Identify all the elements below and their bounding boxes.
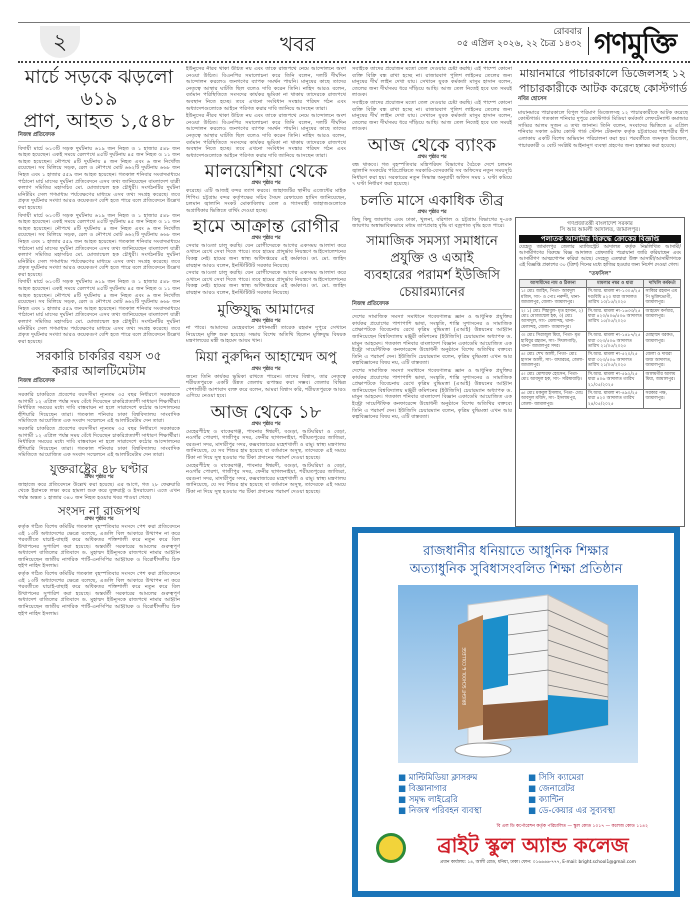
notice-cell: আলমগীর আলম মিয়া, জামালপুর। — [644, 370, 681, 389]
date: ০৫ এপ্রিল ২০২৬, ২২ চৈত্র ১৪৩২ — [456, 39, 582, 49]
patients-body-repeat: সেবার আওতা চালু করছি। যেন রোগীদেরকে আগের একসময় আলাদা করে ওখানে রেখে সেবা দিতে পারে। তবে হামের প্রাদুর্ভাব নিয়ন্ত্রণে আইসোলেশনের বিকল্প নেই। হামের জন্য স্বাস্থ্য অধিদপ্তরের এই কর্মকাণ্ড। ডা. মো. জাহিদ রায়হান আরও বলেন, ইনস্টিটিউট সরকার নিয়েছে। — [186, 270, 346, 297]
feature-item: ■ ক্যান্টিন — [528, 795, 615, 806]
notice-row — [520, 288, 681, 307]
masthead-divider — [588, 27, 589, 55]
notice-cell: ২। ১) মোঃ শিহাবুল- মৃত হাসান, ২) মোঃ মোজাম্মেল হক, ৩) মোঃ আসাদুল, সাং- মেলান্দহ, থানা- মেলান্দহ, জেলা- জামালপুর। — [520, 307, 587, 332]
notice-cell: সি.আর. মামলা নং-৫২০/২৫ ধারা ৩২৩/৫০৬ আদালত তারিখ ২১/০৫/২০২৫ — [586, 351, 644, 370]
myanmar-body: মায়ানমারে পাচারকালে বিপুল পরিমাণ ডিজেলসহ ১২ পাচারকারীকে আটক করেছে কোস্টগার্ড। গতকাল শনিবার দুপুরে কোস্টগার্ড মিডিয়া কর্মকর্তা লেফটেন্যান্ট কমান্ডার সাব্বির আলম সুজন এ তথ্য জানান। তিনি বলেন, সংবাদের ভিত্তিতে ৪ এপ্রিল শনিবার সকাল ৬টায় কোস্ট গার্ড স্টেশন টেকনাফ কর্তৃক চট্টগ্রামের শাহপরীর দ্বীপ এলাকায় একটি বিশেষ অভিযান পরিচালনা করা হয়। পরবর্তীতে জব্দকৃত ডিজেল, পাচারকারী ও বোট সংশ্লিষ্ট আইনানুগ ব্যবস্থা গ্রহণের জন্য হস্তান্তর করা হয়েছে। — [518, 109, 688, 149]
myanmar-byline: নবির হোসেন — [518, 96, 688, 106]
column-4 — [518, 66, 688, 216]
notice-row — [520, 370, 681, 389]
mukti-headline: মুক্তিযুদ্ধ আমাদের — [217, 301, 315, 318]
lead-byline: নিজস্ব প্রতিবেদক — [18, 132, 180, 142]
mukti-body: না পারে। আমাদের মেহেরবানে প্রধানমন্ত্রী তারেক রহমান দুপুরে সেখানে নিয়েছেন মুক্তি শুরু হয়েছে। সভায় বিশেষ অতিথি ছিলেন মুক্তিযুদ্ধ বিষয়ক মন্ত্রণালয়ের মন্ত্রী আহমেদ আযম খান। — [186, 325, 346, 345]
ad-title — [358, 533, 674, 579]
cont-top-body: ইউনুসের নীরব থাকা উচিত নয় এবং তাকে রাজপথে নেমে আন্দোলনে অংশ নেওয়া উচিত। বিএনপির সমালোচনা করে তিনি বলেন, দলটি দীর্ঘদিন আন্দোলন করলেও জনগণের ব্যাপক সমর্থন পায়নি। মানুষের কাছে তাদের নেতৃত্বে আস্থার ঘাটতি ছিল বলেও দাবি করেন তিনি। নাহিদ আরও বলেন, বর্তমান পরিস্থিতিতে সংসদের কার্যকর ভূমিকা না থাকায় তাদেরকে রাজপথে অবস্থান নিতে হচ্ছে। তবে এখনো সংবিধান সংস্কার পরিষদ গঠন এবং অধ্যাদেশগুলোকে আইনে পরিণত করার দাবি জানিয়ে আসছেন তারা। — [186, 66, 346, 112]
lead-headline — [18, 66, 180, 132]
ugc-body: দেশের সামাজিক সমস্যা সমাধানে গবেষণালব্ধ জ্ঞান ও আধুনিক প্রযুক্তির কার্যকর প্রয়োগের পাশাপাশি ভাষা, সংস্কৃতি, শান্তি সুশাসনের ও সামাজিক প্রেক্ষাপটকে বিবেচনায় রেখে কৃত্রিম বুদ্ধিমত্তা (এআই) উন্নয়নের আহ্বান জানিয়েছেন বিশ্ববিদ্যালয় মঞ্জুরী কমিশনের (ইউজিসি) চেয়ারম্যান অধ্যাপক ড. মামুন আহমেদ। গতকাল শনিবার বাংলাদেশ বিজ্ঞান একাডেমি আয়োজিত এক ইন্ট্রো সায়েন্টিফিক কনফারেন্সে উদ্বোধনী অনুষ্ঠানে বিশেষ অতিথির বক্তব্যে তিনি এ পরামর্শ দেন। ইউজিসি চেয়ারম্যান বলেন, কৃত্রিম বুদ্ধিমত্তা এখন আর কল্পবিজ্ঞানের বিষয় নয়, এটি বাস্তবতা। — [352, 314, 512, 367]
school-tagline: বি এল ডি কর্পোরেশন কর্তৃক পরিচালিত — স্কুল কোড ১০১৭ — কলেজ কোড ১১৪২ — [496, 824, 648, 829]
ad-title-line1: রাজধানীর ধনিয়াতে আধুনিক শিক্ষার — [423, 544, 609, 559]
ugc-byline: নিজস্ব প্রতিবেদক — [352, 301, 512, 311]
notice-cell: সি.আর. মামলা নং-১৪৮৭/২৫ ধারা ৩২৩/৫০৬ আদালত তারিখ ২১/০৫/২০২৫ — [586, 332, 644, 351]
notice-col-header: আসামীদের নাম ও ঠিকানা — [520, 280, 587, 288]
notice-issuer-1: গণপ্রজাতন্ত্রী বাংলাদেশ সরকার — [567, 221, 633, 227]
lead-body: বিদায়ী মার্চে ৬১৩টি সড়ক দুর্ঘটনায় ৬১৯ জন নিহত ও ১ হাজার ৫৪৮ জন আহত হয়েছেন। একই সময়ে রেলপথে ৪৫টি দুর্ঘটনায় ৪৫ জন নিহত ও ১১ জন আহত হয়েছেন। নৌপথে ৪টি দুর্ঘটনায় ৪ জন নিহত এবং ৬ জন নিখোঁজ রয়েছেন। সব মিলিয়ে সড়ক, রেল ও নৌপথে মোট ৬৬২টি দুর্ঘটনায় ৬৬৮ জন নিহত এবং ১ হাজার ৫৫৯ জন আহত হয়েছেন। গতকাল শনিবার সংবাদমাধ্যমে পাঠানো মার্চ মাসের দুর্ঘটনা প্রতিবেদনে এসব তথ্য জানিয়েছেন বাংলাদেশ যাত্রী কল্যাণ সমিতির মহাসচিব মো. মোজাম্মেল হক চৌধুরী। সংগঠনটির দুর্ঘটনা মনিটরিং সেল গণমাধ্যম পর্যবেক্ষণের মাধ্যমে এসব তথ্য সংগ্রহ করেছে। তবে প্রকৃত দুর্ঘটনার সংখ্যা আরও কয়েকগুণ বেশি হতে পারে বলে প্রতিবেদনে উল্লেখ করা হয়েছে। — [18, 145, 180, 211]
usa-headline: যুক্তরাষ্ট্রের ৪৮ ঘণ্টার — [49, 461, 149, 476]
page-number: ২ — [40, 26, 80, 58]
parliament-body: কর্তৃক গঠিত বিশেষ কমিটির গতকাল বৃহস্পতিবার সংসদে পেশ করা প্রতিবেদনে এই ১৩টি অধ্যাদেশের ক্ষেত্রে বলেছে, এগুলি বিল আকারে উত্থাপন না করে পরবর্তীতে যাচাই-বাছাই করে অধিকতর শক্তিশালী করে নতুন করে বিল উত্থাপনের সুপারিশ করা হয়েছে। অন্তর্বর্তী সরকারের আমলের গুরুত্বপূর্ণ অধ্যাদেশ বাতিলের প্রতিবাদে ড. মুহাম্মদ ইউনূসকে রাজপথে নামার আহ্বান জানিয়েছেন জাতীয় নাগরিক পার্টি-এনসিপির আহ্বায়ক ও বিরোধীদলীয় চিফ হুইপ নাহিদ ইসলাম। — [18, 523, 180, 570]
notice-row — [520, 307, 681, 332]
notice-row — [520, 332, 681, 351]
ugc-body-repeat: দেশের সামাজিক সমস্যা সমাধানে গবেষণালব্ধ জ্ঞান ও আধুনিক প্রযুক্তির কার্যকর প্রয়োগের পাশাপাশি ভাষা, সংস্কৃতি, শান্তি সুশাসনের ও সামাজিক প্রেক্ষাপটকে বিবেচনায় রেখে কৃত্রিম বুদ্ধিমত্তা (এআই) উন্নয়নের আহ্বান জানিয়েছেন বিশ্ববিদ্যালয় মঞ্জুরী কমিশনের (ইউজিসি) চেয়ারম্যান অধ্যাপক ড. মামুন আহমেদ। গতকাল শনিবার বাংলাদেশ বিজ্ঞান একাডেমি আয়োজিত এক ইন্ট্রো সায়েন্টিফিক কনফারেন্সে উদ্বোধনী অনুষ্ঠানে বিশেষ অতিথির বক্তব্যে তিনি এ পরামর্শ দেন। ইউজিসি চেয়ারম্যান বলেন, কৃত্রিম বুদ্ধিমত্তা এখন আর কল্পবিজ্ঞানের বিষয় নয়, এটি বাস্তবতা। — [352, 368, 512, 421]
lead-body-repeat: বিদায়ী মার্চে ৬১৩টি সড়ক দুর্ঘটনায় ৬১৯ জন নিহত ও ১ হাজার ৫৪৮ জন আহত হয়েছেন। একই সময়ে রেলপথে ৪৫টি দুর্ঘটনায় ৪৫ জন নিহত ও ১১ জন আহত হয়েছেন। নৌপথে ৪টি দুর্ঘটনায় ৪ জন নিহত এবং ৬ জন নিখোঁজ রয়েছেন। সব মিলিয়ে সড়ক, রেল ও নৌপথে মোট ৬৬২টি দুর্ঘটনায় ৬৬৮ জন নিহত এবং ১ হাজার ৫৫৯ জন আহত হয়েছেন। গতকাল শনিবার সংবাদমাধ্যমে পাঠানো মার্চ মাসের দুর্ঘটনা প্রতিবেদনে এসব তথ্য জানিয়েছেন বাংলাদেশ যাত্রী কল্যাণ সমিতির মহাসচিব মো. মোজাম্মেল হক চৌধুরী। সংগঠনটির দুর্ঘটনা মনিটরিং সেল গণমাধ্যম পর্যবেক্ষণের মাধ্যমে এসব তথ্য সংগ্রহ করেছে। তবে প্রকৃত দুর্ঘটনার সংখ্যা আরও কয়েকগুণ বেশি হতে পারে বলে প্রতিবেদনে উল্লেখ করা হয়েছে। — [18, 212, 180, 278]
school-logo — [376, 833, 406, 863]
heat-headline: চলতি মাসে একাধিক তীব্র — [360, 192, 504, 209]
notice-cell: সি.আর. মামলা নং-১৬৩৩/২৫ ধারা ৪২০/৪০৬/৫০৬ আদালত তারিখ ১৫/০৫/২০২৫ — [586, 307, 644, 332]
apu-body: জন্যে তিনি কার্যকর ভূমিকা রাখতে পারেন। তাদের বিশ্বাস, তার নেতৃত্বে শরীয়তপুরকে একটি উন্নত জেলায় রূপান্তর করা সম্ভব। জেলার বিভিন্ন পেশাজীবী আশাবাদ ব্যক্ত করে বলেন, আমরা বিশ্বাস করি, শরীয়তপুরকে আরও এগিয়ে নেওয়া হবে। — [186, 373, 346, 400]
eighteen-headline: আজ থেকে ১৮ — [210, 401, 322, 423]
patients-sub: প্রথম পৃষ্ঠার পর — [251, 236, 281, 242]
school-name: ব্রাইট স্কুল অ্যান্ড কলেজ — [437, 833, 629, 857]
weekday: রোববার — [553, 27, 582, 37]
govtjob-byline: নিজস্ব প্রতিবেদক — [18, 378, 180, 388]
myanmar-headline-line1: মায়ানমারে পাচারকালে ডিজেলসহ ১২ — [519, 67, 687, 80]
govtjob-headline — [18, 348, 180, 378]
notice-cell: সাব্বির রহমান এম পি ভুক্তিভোগী, জামালপুর। — [644, 288, 681, 307]
feature-item: ■ মাল্টিমিডিয়া ক্লাসরুম — [398, 773, 482, 784]
notice-cell: ৬। মোঃ মকবুল ইসলাম, পিতা- মোঃ আবদুল মজিদ, সাং- ইসলামপুর, জেলা- জামালপুর। — [520, 389, 587, 408]
bank-body: বন্ধ থাকবে। গত বৃহস্পতিবার মন্ত্রিপরিষদ বিভাগের বৈঠকে দেশে চলমান জ্বালানি সংকটের পরিপ্রেক্ষিতে সরকারি-বেসরকারি সব অফিসের নতুন সময়সূচি নির্ধারণ করা হয়। সরকারের নতুন সিদ্ধান্ত অনুযায়ী অফিস সময় ১ ঘণ্টা কমিয়ে ৭ ঘণ্টা নির্ধারণ করা হয়েছে। — [352, 161, 512, 188]
notice-cell: জেলা ও দায়রা জজ আদালত, জামালপুর। — [644, 351, 681, 370]
feature-item: ■ সিসি ক্যামেরা — [528, 773, 615, 784]
eighteen-body-repeat: মেহেরপীঠস্থ ও বাকেরগঞ্জ, পাবনার ঈশ্বরদী, বগুড়া, আটঘরিয়া ও বেড়া, নওগাঁর পোরশা, গাজীপুর সদর, ফেনীর ছাগলনাইয়া, শরীয়তপুরের জাজিরা, বরগুনা সদর, মাদারীপুর সদর, কক্সবাজারের মহেশখালী ও রামু। স্বাস্থ্য মন্ত্রণালয় জানিয়েছে, যে সব শিশুর হাম হয়েছে বা বর্তমানে অসুস্থ, তাদেরকে এই সময়ে টিকা না দিয়ে সুস্থ হওয়ার পর টিকা প্রদানের পরামর্শ দেওয়া হয়েছে। — [186, 462, 346, 495]
features-right — [528, 773, 615, 817]
ad-title-line2: অত্যাধুনিক সুবিধাসংবলিত শিক্ষা প্রতিষ্ঠান — [409, 562, 623, 577]
lead-headline-line2: প্রাণ, আহত ১,৫৪৮ — [23, 110, 175, 132]
heat-sub: প্রথম পৃষ্ঠার পর — [417, 209, 447, 215]
patients-headline: হামে আক্রান্ত রোগীর — [192, 216, 340, 238]
building-sign: BRIGHT SCHOOL & COLLEGE — [462, 647, 467, 705]
malaysia-body: করেছে। এটি আজই বন্দর ত্যাগ করবে। জাহাজটির স্থানীয় এজেন্টের মাইক শিপিং। চট্টগ্রাম বন্দর কর্তৃপক্ষের সচিব সৈয়দ রেফায়েত হামিদ জানিয়েছেন, চলমান জ্বালানি সংকট মোকাবিলায় তেল ও গ্যাসবাহী জাহাজগুলোকে অগ্রাধিকার ভিত্তিতে বার্থিং দেওয়া হচ্ছে। — [186, 187, 346, 214]
building-drawing — [398, 585, 638, 763]
ugc-headline-line2: ব্যবহারের পরামর্শ ইউজিসি চেয়ারম্যানের — [364, 267, 500, 300]
parliament-headline: সংসদ না রাজপথ — [57, 504, 141, 519]
parliament-body-repeat: কর্তৃক গঠিত বিশেষ কমিটির গতকাল বৃহস্পতিবার সংসদে পেশ করা প্রতিবেদনে এই ১৩টি অধ্যাদেশের ক্ষেত্রে বলেছে, এগুলি বিল আকারে উত্থাপন না করে পরবর্তীতে যাচাই-বাছাই করে অধিকতর শক্তিশালী করে নতুন করে বিল উত্থাপনের সুপারিশ করা হয়েছে। অন্তর্বর্তী সরকারের আমলের গুরুত্বপূর্ণ অধ্যাদেশ বাতিলের প্রতিবাদে ড. মুহাম্মদ ইউনূসকে রাজপথে নামার আহ্বান জানিয়েছেন জাতীয় নাগরিক পার্টি-এনসিপির আহ্বায়ক ও বিরোধীদলীয় চিফ হুইপ নাহিদ ইসলাম। — [18, 571, 180, 617]
notice-cell: ৪। মোঃ শেখ আলী, পিতা- মোঃ হাসান আলী, সাং- বাঘারচর, জেলা- জামালপুর। — [520, 351, 587, 370]
mukti-sub: প্রথম পৃষ্ঠার পর — [251, 318, 281, 324]
ugc-headline — [352, 233, 512, 301]
eighteen-sub: প্রথম পৃষ্ঠার পর — [251, 421, 281, 427]
features-left — [398, 773, 482, 817]
notice-cell: ৩। মোঃ সিরাজুল মিয়া, পিতা- মৃত হাবিবুর রহমান, সাং- দিঘলগাড়ি, থানা- জামালপুর সদর। — [520, 332, 587, 351]
notice-col-header: দাখিলি কর্মকর্তা — [644, 280, 681, 288]
feature-item: ■ বিজ্ঞানাগার — [398, 784, 482, 795]
date-block — [430, 26, 582, 50]
notice-body: যেহেতু জামালপুর জেলার ম্যাজিস্ট্রেট আদালত কর্তৃক নিম্নলিখিত আসামী/আসামীগণের বিরুদ্ধে বিজ্ঞ আদালত গ্রেফতারি পরোয়ানা জারি করিয়াছেন এবং আসামীগণ আত্মগোপন করিয়া আছে। সেহেতু এতদ্বারা উক্ত আসামী/আসামীগণকে এই বিজ্ঞপ্তি প্রকাশের ৩০ (ত্রিশ) দিনের মধ্যে হাজির হওয়ার জন্য নির্দেশ দেওয়া গেল। — [519, 245, 681, 268]
patients-body: সেবার আওতা চালু করছি। যেন রোগীদেরকে আগের একসময় আলাদা করে ওখানে রেখে সেবা দিতে পারে। তবে হামের প্রাদুর্ভাব নিয়ন্ত্রণে আইসোলেশনের বিকল্প নেই। হামের জন্য স্বাস্থ্য অধিদপ্তরের এই কর্মকাণ্ড। ডা. মো. জাহিদ রায়হান আরও বলেন, ইনস্টিটিউট সরকার নিয়েছে। — [186, 242, 346, 269]
notice-row — [520, 351, 681, 370]
notice-issuer-2: সি আর আমলী আদালত, জামালপুর। — [559, 227, 641, 233]
column-3 — [352, 66, 512, 521]
apu-headline: মিয়া নুরুদ্দিন আহাম্মেদ অপু — [195, 350, 337, 365]
notice-cell: ১। মোঃ জাহিদ, পিতা- আবদুল মজিদ, সাং- ও পোঃ নরুন্দী, থানা- জামালপুর, জেলা- জামালপুর। — [520, 288, 587, 307]
cont-top-body-repeat: ইউনুসের নীরব থাকা উচিত নয় এবং তাকে রাজপথে নেমে আন্দোলনে অংশ নেওয়া উচিত। বিএনপির সমালোচনা করে তিনি বলেন, দলটি দীর্ঘদিন আন্দোলন করলেও জনগণের ব্যাপক সমর্থন পায়নি। মানুষের কাছে তাদের নেতৃত্বে আস্থার ঘাটতি ছিল বলেও দাবি করেন তিনি। নাহিদ আরও বলেন, বর্তমান পরিস্থিতিতে সংসদের কার্যকর ভূমিকা না থাকায় তাদেরকে রাজপথে অবস্থান নিতে হচ্ছে। তবে এখনো সংবিধান সংস্কার পরিষদ গঠন এবং অধ্যাদেশগুলোকে আইনে পরিণত করার দাবি জানিয়ে আসছেন তারা। — [186, 113, 346, 159]
apu-sub: প্রথম পৃষ্ঠার পর — [251, 367, 281, 372]
school-advertisement — [352, 527, 680, 897]
govtjob-headline-line2: করার আলটিমেটাম — [52, 363, 146, 379]
section-title: খবর — [280, 32, 316, 56]
feature-item: ■ নিজস্ব পরিবহন ব্যবস্থা — [398, 806, 482, 817]
malaysia-headline: মালয়েশিয়া থেকে — [204, 161, 328, 183]
heat-body: কিছু কিছু জায়গায় এবং ঢাকা, খুলনা, বরিশাল ও চট্টগ্রাম বিভাগের দু-এক জায়গায় অস্বাভাবিকভাবে মধ্যম তাপপ্রবাহ বৃদ্ধি বা বজ্রপাত বৃদ্ধি হতে পারে। — [352, 216, 512, 230]
notice-cell: সি.আর. মামলা নং-৪৯০/২৫ ধারা ৪২০ আদালত তারিখ ২৪/০৫/২০২৫ — [586, 389, 644, 408]
malaysia-sub: প্রথম পৃষ্ঠার পর — [251, 181, 281, 187]
lead-body-repeat: বিদায়ী মার্চে ৬১৩টি সড়ক দুর্ঘটনায় ৬১৯ জন নিহত ও ১ হাজার ৫৪৮ জন আহত হয়েছেন। একই সময়ে রেলপথে ৪৫টি দুর্ঘটনায় ৪৫ জন নিহত ও ১১ জন আহত হয়েছেন। নৌপথে ৪টি দুর্ঘটনায় ৪ জন নিহত এবং ৬ জন নিখোঁজ রয়েছেন। সব মিলিয়ে সড়ক, রেল ও নৌপথে মোট ৬৬২টি দুর্ঘটনায় ৬৬৮ জন নিহত এবং ১ হাজার ৫৫৯ জন আহত হয়েছেন। গতকাল শনিবার সংবাদমাধ্যমে পাঠানো মার্চ মাসের দুর্ঘটনা প্রতিবেদনে এসব তথ্য জানিয়েছেন বাংলাদেশ যাত্রী কল্যাণ সমিতির মহাসচিব মো. মোজাম্মেল হক চৌধুরী। সংগঠনটির দুর্ঘটনা মনিটরিং সেল গণমাধ্যম পর্যবেক্ষণের মাধ্যমে এসব তথ্য সংগ্রহ করেছে। তবে প্রকৃত দুর্ঘটনার সংখ্যা আরও কয়েকগুণ বেশি হতে পারে বলে প্রতিবেদনে উল্লেখ করা হয়েছে। — [18, 279, 180, 345]
eighteen-body: মেহেরপীঠস্থ ও বাকেরগঞ্জ, পাবনার ঈশ্বরদী, বগুড়া, আটঘরিয়া ও বেড়া, নওগাঁর পোরশা, গাজীপুর সদর, ফেনীর ছাগলনাইয়া, শরীয়তপুরের জাজিরা, বরগুনা সদর, মাদারীপুর সদর, কক্সবাজারের মহেশখালী ও রামু। স্বাস্থ্য মন্ত্রণালয় জানিয়েছে, যে সব শিশুর হাম হয়েছে বা বর্তমানে অসুস্থ, তাদেরকে এই সময়ে টিকা না দিয়ে সুস্থ হওয়ার পর টিকা প্রদানের পরামর্শ দেওয়া হয়েছে। — [186, 428, 346, 461]
notice-cell: মোহাম্মদ বরকত, জামালপুর। — [644, 332, 681, 351]
notice-cell: সি.আর. মামলা নং-১৩০৫/২৫ দণ্ডবিধি ৪২০ ধারা আদালত তারিখ ১০/১৫/২০২৫ — [586, 288, 644, 307]
lead-headline-line1: মার্চে সড়কে ঝড়লো ৬১৯ — [24, 66, 174, 110]
notice-cell: সি.আর. মামলা নং-৫৯২/২৫ ধারা ৪০৬ আদালত তারিখ ২১/০৫/২০২৫ — [586, 370, 644, 389]
building-illustration — [398, 585, 638, 763]
notice-title: পলাতক আসামীর বিরুদ্ধে ক্রোকের বিজ্ঞপ্তি — [519, 235, 681, 243]
ad-panel — [358, 533, 674, 891]
feature-item: ■ সমৃদ্ধ লাইব্রেরি — [398, 795, 482, 806]
newspaper-logo: গণমুক্তি — [594, 27, 677, 60]
notice-table-title: "তফসিল" — [588, 271, 612, 277]
header-rule — [18, 22, 690, 23]
column-1 — [18, 66, 180, 906]
notice-col-header: মামলার নম্বর ও ধারা — [586, 280, 644, 288]
parliament-sub: প্রথম পৃষ্ঠার পর — [84, 517, 114, 523]
notice-row — [520, 389, 681, 408]
bank-sub: প্রথম পৃষ্ঠার পর — [417, 154, 447, 160]
notice-table — [519, 279, 681, 409]
bank-headline: আজ থেকে ব্যাংক — [367, 134, 497, 156]
masthead-dotted-rule — [18, 61, 690, 63]
govtjob-body-repeat: সরকারি চাকরিতে প্রবেশের বয়সসীমা ন্যূনতম ৩৫ বছর নির্ধারণে সরকারকে আগামী ১২ এপ্রিল পর্যন্ত সময় বেঁধে দিয়েছেন চাকরিপ্রত্যাশী সাধারণ শিক্ষার্থীরা। নির্ধারিত সময়ের মধ্যে দাবি বাস্তবায়ন না হলে সারাদেশে কঠোর আন্দোলনের হুঁশিয়ারি দিয়েছেন তারা। গতকাল শনিবার ঢাকা বিশ্ববিদ্যালয় সাংবাদিক সমিতিতে আয়োজিত এক সংবাদ সম্মেলনে এই আলটিমেটাম দেন তারা। — [18, 425, 180, 459]
court-notice — [515, 217, 685, 527]
ugc-headline-line1: সামাজিক সমস্যা সমাধানে প্রযুক্তি ও এআই — [366, 233, 498, 266]
feature-item: ■ জেনারেটর — [528, 784, 615, 795]
usa-body: জাহাজে করে প্রতিবেদনে উল্লেখ করা হয়েছে। এর আগে, গত ২৮ ফেব্রুয়ারি থেকে ইরানকে লক্ষ্য করে হামলা শুরু করে যুক্তরাষ্ট্র ও ইসরায়েল। এতে এখন পর্যন্ত অন্তত ১ হাজার ৩৪০ জন নিহত হওয়ার খবর পাওয়া গেছে। — [18, 481, 180, 501]
notice-cell: আহমেদ কর্ণধার, জামালপুর। — [644, 307, 681, 332]
usa-sub: প্রথম পৃষ্ঠার পর — [84, 474, 114, 480]
notice-cell: সরকার পক্ষ, জামালপুর। — [644, 389, 681, 408]
govtjob-body: সরকারি চাকরিতে প্রবেশের বয়সসীমা ন্যূনতম ৩৫ বছর নির্ধারণে সরকারকে আগামী ১২ এপ্রিল পর্যন্ত সময় বেঁধে দিয়েছেন চাকরিপ্রত্যাশী সাধারণ শিক্ষার্থীরা। নির্ধারিত সময়ের মধ্যে দাবি বাস্তবায়ন না হলে সারাদেশে কঠোর আন্দোলনের হুঁশিয়ারি দিয়েছেন তারা। গতকাল শনিবার ঢাকা বিশ্ববিদ্যালয় সাংবাদিক সমিতিতে আয়োজিত এক সংবাদ সম্মেলনে এই আলটিমেটাম দেন তারা। — [18, 392, 180, 425]
myanmar-headline — [518, 66, 688, 96]
fuelcont-body: সবাইকে তাদের প্রয়োজন মতো তেল দেওয়ার চেষ্টা করছি। এই পাম্পে কোনো ব্যক্তি বিক্রি বন্ধ রাখা হচ্ছে না। রাজারবাগ পুলিশ লাইনের তেলের জন্য মানুষের দীর্ঘ লাইন দেখা যায়। সেখানে যুবক কর্মকর্তা মাসুম হাসান বলেন, তেলের জন্য দীর্ঘসময় ধরে দাঁড়িয়ে আছি। আজ তেল নিতেই হবে যত সময়ই লাগুক। — [352, 66, 512, 99]
school-address: প্রধান কার্যালয়: ১৪, আলী রোড, ধনিয়া, ঢাকা। ফোন: ০১৬৬৬৬-৭৭৭, E-mail: bright.school1@gmail.com — [440, 860, 636, 865]
govtjob-headline-line1: সরকারি চাকরির বয়স ৩৫ — [36, 348, 162, 364]
notice-cell: ৫। মোঃ মোশারফ হোসেন, পিতা- মোঃ আবদুল হক, সাং- সরিষাবাড়ি। — [520, 370, 587, 389]
feature-item: ■ ডে-কেয়ার এর সুব্যবস্থা — [528, 806, 615, 817]
myanmar-headline-line2: পাচারকারীকে আটক করেছে কোস্টগার্ড — [518, 82, 688, 95]
fuelcont-body-repeat: সবাইকে তাদের প্রয়োজন মতো তেল দেওয়ার চেষ্টা করছি। এই পাম্পে কোনো ব্যক্তি বিক্রি বন্ধ রাখা হচ্ছে না। রাজারবাগ পুলিশ লাইনের তেলের জন্য মানুষের দীর্ঘ লাইন দেখা যায়। সেখানে যুবক কর্মকর্তা মাসুম হাসান বলেন, তেলের জন্য দীর্ঘসময় ধরে দাঁড়িয়ে আছি। আজ তেল নিতেই হবে যত সময়ই লাগুক। — [352, 99, 512, 133]
column-2 — [186, 66, 346, 906]
